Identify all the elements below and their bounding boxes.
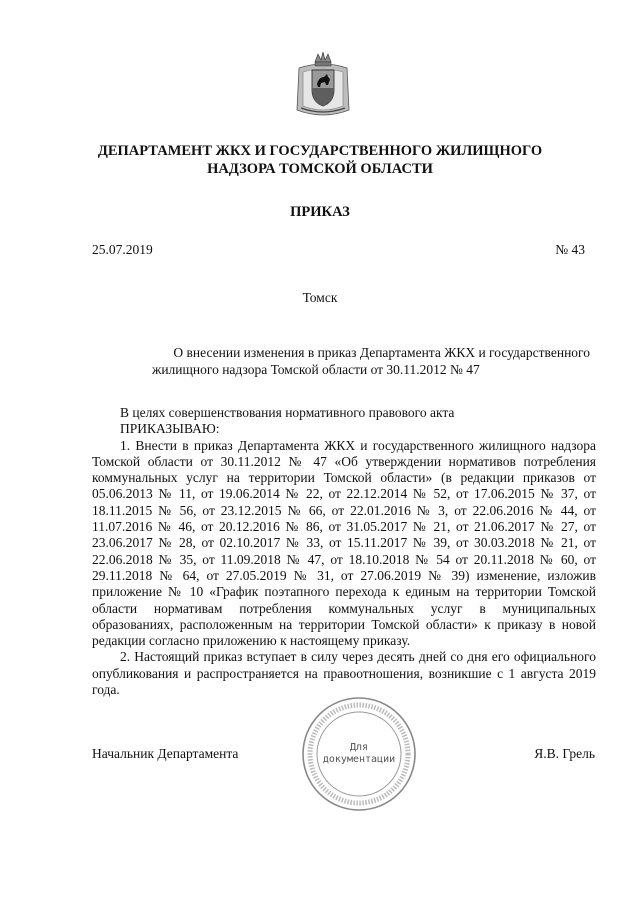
stamp-label (300, 742, 418, 766)
coat-of-arms-emblem (295, 50, 351, 120)
order-body (92, 405, 596, 698)
stamp-label-line-2: документации (322, 754, 396, 765)
signatory-position: Начальник Департамента (92, 746, 239, 761)
order-date: 25.07.2019 (92, 242, 153, 257)
order-subject (140, 344, 590, 378)
order-title: ПРИКАЗ (290, 204, 350, 220)
intro-paragraph: В целях совершенствования нормативного правового акта (120, 405, 455, 420)
item-1-paragraph: 1. Внести в приказ Департамента ЖКХ и государственного жилищного надзора Томской области от 30.11.2012 № 47 «Об утверждении нормативов потребления коммунальных услуг на территории Томской области» (в редакции приказов от 05.06.2013 № 11, от 19.06.2014 № 22, от 22.12.2014 № 52, от 17.06.2015 № 37, от 18.11.2015 № 56, от 23.12.2015 № 66, от 22.01.2016 № 3, от 22.06.2016 № 44, от 11.07.2016 № 46, от 20.12.2016 № 86, от 31.05.2017 № 21, от 21.06.2017 № 27, от 23.06.2017 № 28, от 02.10.2017 № 33, от 15.11.2017 № 39, от 30.03.2018 № 21, от 22.06.2018 № 35, от 11.09.2018 № 47, от 18.10.2018 № 54 от 20.11.2018 № 60, от 29.11.2018 № 64, от 27.05.2019 № 31, от 27.06.2019 № 39) изменение, изложив приложение № 10 «График поэтапного перехода к единым на территории Томской области нормативам потребления коммунальных услуг в муниципальных образованиях, расположенным на территории Томской области» к приказу в новой редакции согласно приложению к настоящему приказу. (92, 437, 596, 649)
decree-word: ПРИКАЗЫВАЮ: (120, 421, 220, 437)
city-name: Томск (302, 290, 338, 305)
stamp-label-line-1: Для (349, 742, 369, 753)
order-number: № 43 (555, 242, 585, 257)
department-title-line-2: НАДЗОРА ТОМСКОЙ ОБЛАСТИ (207, 161, 433, 177)
item-2-paragraph: 2. Настоящий приказ вступает в силу через десять дней со дня его официального опубликования и распространяется на правоотношения, возникшие с 1 августа 2019 года. (92, 649, 596, 698)
subject-line-1: О внесении изменения в приказ Департамента ЖКХ и государственного (173, 345, 590, 360)
department-title-line-1: ДЕПАРТАМЕНТ ЖКХ И ГОСУДАРСТВЕННОГО ЖИЛИЩНОГО (97, 143, 543, 159)
subject-line-2: жилищного надзора Томской области от 30.11.2012 № 47 (152, 362, 480, 377)
signatory-name: Я.В. Грель (534, 746, 595, 761)
department-title (60, 142, 580, 178)
